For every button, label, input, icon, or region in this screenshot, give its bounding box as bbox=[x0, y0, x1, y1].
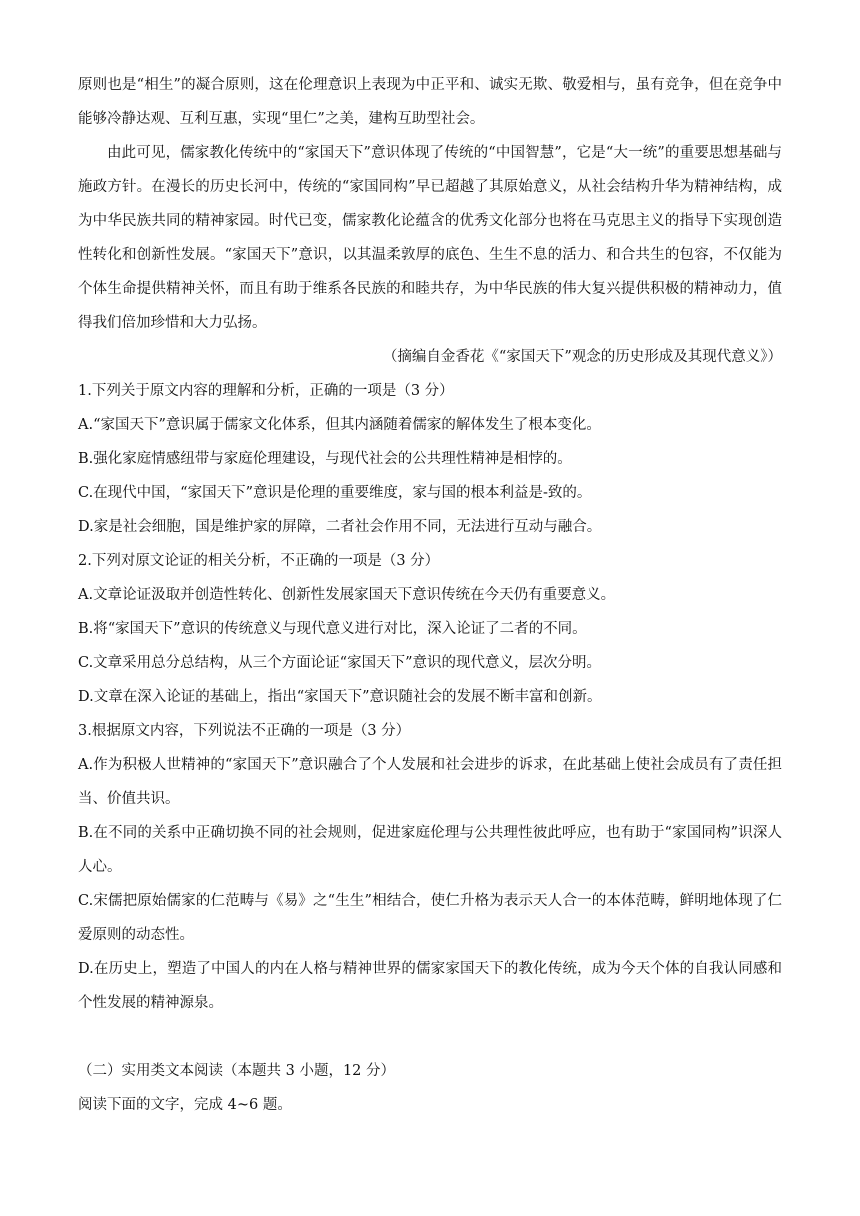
section-instruction: 阅读下面的文字，完成 4~6 题。 bbox=[78, 1097, 292, 1113]
question-option-c: C.宋儒把原始儒家的仁范畴与《易》之“生生”相结合，使仁升格为表示天人合一的本体范畴，鲜明地体现了仁爱原则的动态性。 bbox=[78, 893, 782, 943]
question-stem: 1.下列关于原文内容的理解和分析，正确的一项是（3 分） bbox=[78, 383, 454, 399]
question-option-a: A.文章论证汲取并创造性转化、创新性发展家国天下意识传统在今天仍有重要意义。 bbox=[78, 587, 616, 603]
question-option-a: A.作为积极人世精神的“家国天下”意识融合了个人发展和社会进步的诉求，在此基础上使社会成员有了责任担当、价值共识。 bbox=[78, 757, 782, 807]
article-source: （摘编自金香花《“家国天下”观念的历史形成及其现代意义》） bbox=[382, 349, 782, 365]
question-option-b: B.将“家国天下”意识的传统意义与现代意义进行对比，深入论证了二者的不同。 bbox=[78, 621, 587, 637]
question-option-d: D.文章在深入论证的基础上，指出“家国天下”意识随社会的发展不断丰富和创新。 bbox=[78, 689, 602, 705]
article-paragraph-1: 原则也是“相生”的凝合原则，这在伦理意识上表现为中正平和、诚实无欺、敬爱相与，虽有竞争，但在竞争中能够冷静达观、互利互惠，实现“里仁”之美，建构互助型社会。 bbox=[78, 77, 782, 127]
question-stem: 2.下列对原文论证的相关分析，不正确的一项是（3 分） bbox=[78, 553, 440, 569]
question-option-a: A.“家国天下”意识属于儒家文化体系，但其内涵随着儒家的解体发生了根本变化。 bbox=[78, 417, 601, 433]
question-2 bbox=[78, 544, 782, 714]
section-spacer bbox=[78, 1020, 782, 1054]
question-option-c: C.在现代中国，“家国天下”意识是伦理的重要维度，家与国的根本利益是-致的。 bbox=[78, 485, 592, 501]
question-option-c: C.文章采用总分总结构，从三个方面论证“家国天下”意识的现代意义，层次分明。 bbox=[78, 655, 602, 671]
question-option-b: B.强化家庭情感纽带与家庭伦理建设，与现代社会的公共理性精神是相悖的。 bbox=[78, 451, 572, 467]
question-3 bbox=[78, 714, 782, 1020]
question-option-d: D.在历史上，塑造了中国人的内在人格与精神世界的儒家家国天下的教化传统，成为今天个体的自我认同感和个性发展的精神源泉。 bbox=[78, 961, 782, 1011]
question-option-b: B.在不同的关系中正确切换不同的社会规则，促进家庭伦理与公共理性彼此呼应，也有助于“家国同构”识深人人心。 bbox=[78, 825, 782, 875]
article-paragraph-2: 由此可见，儒家教化传统中的“家国天下”意识体现了传统的“中国智慧”，它是“大一统”的重要思想基础与施政方针。在漫长的历史长河中，传统的“家国同构”早已超越了其原始意义，从社会结构升华为精神结构，成为中华民族共同的精神家园。时代已变，儒家教化论蕴含的优秀文化部分也将在马克思主义的指导下实现创造性转化和创新性发展。“家国天下”意识，以其温柔敦厚的底色、生生不息的活力、和合共生的包容，不仅能为个体生命提供精神关怀，而且有助于维系各民族的和睦共存，为中华民族的伟大复兴提供积极的精神动力，值得我们倍加珍惜和大力弘扬。 bbox=[78, 145, 782, 331]
section-heading: （二）实用类文本阅读（本题共 3 小题，12 分） bbox=[78, 1063, 396, 1079]
question-stem: 3.根据原文内容，下列说法不正确的一项是（3 分） bbox=[78, 723, 411, 739]
question-1 bbox=[78, 374, 782, 544]
question-option-d: D.家是社会细胞，国是维护家的屏障，二者社会作用不同，无法进行互动与融合。 bbox=[78, 519, 602, 535]
